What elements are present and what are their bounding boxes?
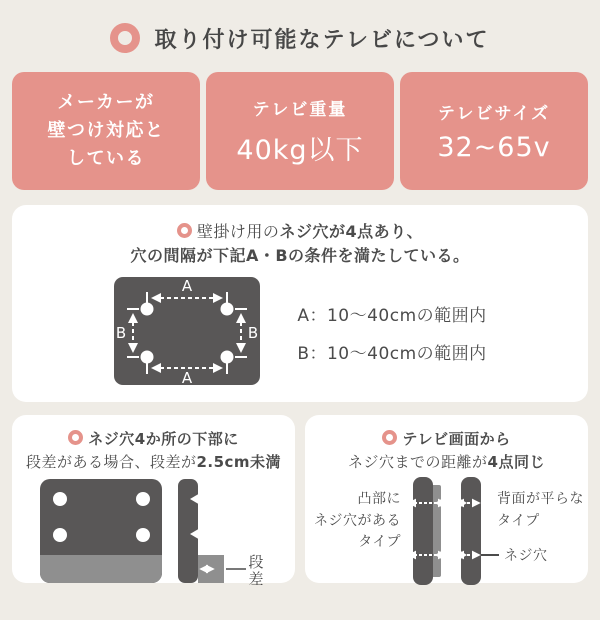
type-label-protruding [305,489,401,554]
screw-hole-dot [136,492,150,506]
vesa-plate-diagram [113,276,263,388]
type-label-flat [497,489,587,532]
requirement-value: 40kg以下 [236,135,364,166]
step-heading-line1 [12,415,295,451]
hole-spacing-card [12,205,588,402]
ring-bullet-icon [382,430,397,445]
requirement-box-size [400,72,588,190]
heading-text-strong: 2.5cm未満 [196,452,282,471]
tv-back-side-view [178,479,198,583]
distance-heading-line2 [305,451,588,474]
hole-spacing-heading-line1 [12,205,588,244]
screw-hole-dot [221,351,234,364]
requirement-box-manufacturer [12,72,200,190]
distance-card [305,415,588,583]
tv-profile-protruding [413,477,433,585]
ring-bullet-icon [68,430,83,445]
screw-hole-dot [53,492,67,506]
step-card [12,415,295,588]
tv-side-profiles [407,477,491,585]
type-label-line: ネジ穴がある [314,512,401,529]
spacing-conditions [297,301,486,364]
ring-icon [110,23,140,53]
condition-b: B：10〜40cmの範囲内 [297,343,487,364]
type-label-line: 凸部に [357,491,401,507]
screw-hole-dot [136,528,150,542]
heading-text-strong: 4点同じ [487,452,545,471]
tv-stand-band [40,555,162,583]
heading-text: テレビ画面から [402,430,511,448]
page-header [0,20,600,56]
bottom-cards [12,415,588,588]
type-label-line: タイプ [358,534,401,551]
ring-bullet-icon [177,223,192,238]
distance-diagram [305,475,588,587]
requirement-line: 壁つけ対応と [47,120,165,142]
dim-label-b: B [116,324,127,342]
requirement-boxes [12,72,588,190]
heading-text-strong: ネジ穴が4点あり、 [279,222,424,241]
screw-hole-dot [53,528,67,542]
screw-hole-label: ネジ穴 [504,548,548,564]
type-label-line: タイプ [497,512,540,529]
screw-hole-dot [141,303,154,316]
screw-hole-dot [141,351,154,364]
heading-text: 壁掛け用の [196,222,280,241]
hole-spacing-content [12,276,588,388]
screw-hole-callout [481,547,548,563]
requirement-box-weight [206,72,394,190]
condition-a: A：10〜40cmの範囲内 [297,305,487,326]
dim-label-a: A [182,277,193,295]
step-label-char: 段 [247,553,264,571]
step-heading-line2 [12,451,295,474]
tv-profile-flat [461,477,481,585]
step-label-char: 差 [247,570,264,588]
heading-text: ネジ穴4か所の下部に [88,430,239,448]
requirement-line: メーカーが [57,92,155,114]
requirement-label: テレビサイズ [437,104,551,124]
requirement-label: テレビ重量 [252,100,348,120]
heading-text: 段差がある場合、段差が [25,452,197,471]
step-diagram [38,477,270,589]
type-label-line: 背面が平らな [497,491,584,507]
callout-leader-line [481,554,499,556]
page-title: 取り付け可能なテレビについて [154,27,490,53]
heading-text: ネジ穴までの距離が [348,452,488,471]
dim-label-b: B [248,324,259,342]
distance-heading-line1 [305,415,588,451]
screw-hole-dot [221,303,234,316]
hole-spacing-heading-line2: 穴の間隔が下記A・Bの条件を満たしている。 [130,246,470,265]
requirement-line: している [67,147,145,169]
dim-label-a: A [182,369,193,387]
requirement-value: 32~65v [437,132,551,163]
